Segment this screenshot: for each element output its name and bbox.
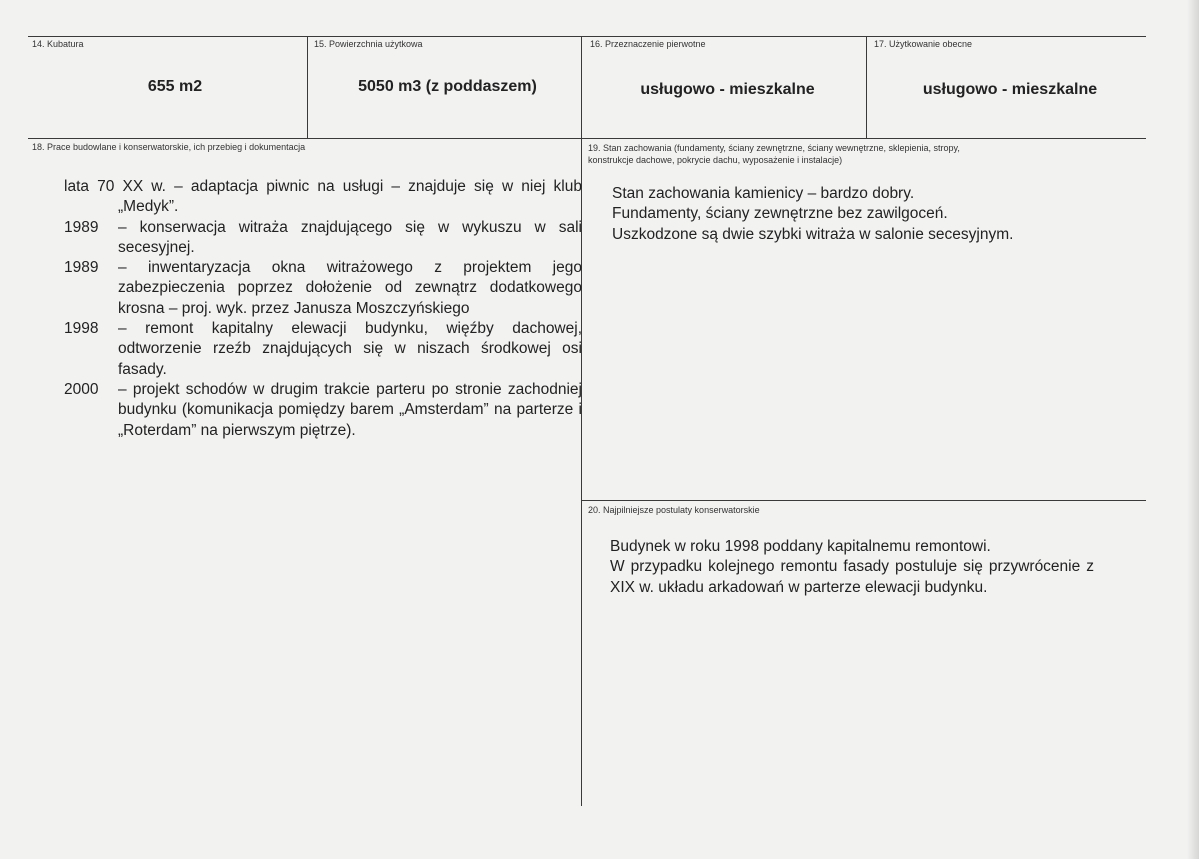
history-entry bbox=[64, 218, 582, 259]
top-border bbox=[28, 36, 1146, 37]
section20-label: 20. Najpilniejsze postulaty konserwatorskie bbox=[588, 505, 760, 515]
section17-value: usługowo - mieszkalne bbox=[922, 81, 1098, 98]
section18-label: 18. Prace budowlane i konserwatorskie, ich przebieg i dokumentacja bbox=[32, 142, 306, 152]
history-entry bbox=[64, 380, 582, 441]
section20-divider bbox=[581, 500, 1146, 501]
section19-label-line1: 19. Stan zachowania (fundamenty, ściany zewnętrzne, ściany wewnętrzne, sklepienia, stropy, bbox=[588, 143, 960, 153]
section19-body bbox=[612, 184, 1112, 245]
section20-line1: Budynek w roku 1998 poddany kapitalnemu remontowi. bbox=[610, 538, 991, 555]
scan-edge-shadow bbox=[1187, 0, 1199, 859]
section17-label: 17. Użytkowanie obecne bbox=[874, 39, 973, 49]
history-entry bbox=[64, 258, 582, 319]
divider-14-15 bbox=[307, 36, 308, 138]
history-entry bbox=[64, 177, 582, 218]
section19-line: Fundamenty, ściany zewnętrzne bez zawilgoceń. bbox=[612, 205, 948, 223]
section20-paragraph-text: W przypadku kolejnego remontu fasady postuluje się przywrócenie z XIX w. układu arkadowań w parterze elewacji budynku. bbox=[610, 558, 1094, 596]
history-entry bbox=[64, 319, 582, 380]
section19-label-line2: konstrukcje dachowe, pokrycie dachu, wyposażenie i instalacje) bbox=[588, 155, 843, 165]
section20-paragraph bbox=[610, 557, 1094, 598]
section16-label: 16. Przeznaczenie pierwotne bbox=[590, 39, 706, 49]
section16-value: usługowo - mieszkalne bbox=[640, 81, 815, 98]
history-entry-text: – remont kapitalny elewacji budynku, więźby dachowej, odtworzenie rzeźb znajdujących się w niszach środkowej osi fasady. bbox=[118, 320, 582, 378]
section15-label: 15. Powierzchnia użytkowa bbox=[314, 39, 423, 49]
history-entry-text: – inwentaryzacja okna witrażowego z projektem jego zabezpieczenia poprzez dołożenie od zewnątrz dodatkowego krosna – proj. wyk. przez Janusza Moszczyńskiego bbox=[118, 259, 582, 317]
history-entry-year: 1989 bbox=[64, 218, 99, 236]
history-entry-text: – konserwacja witraża znajdującego się w wykuszu w sali secesyjnej. bbox=[118, 218, 582, 256]
history-entry-text: lata 70 XX w. – adaptacja piwnic na usługi – znajduje się w niej klub „Medyk”. bbox=[64, 178, 582, 216]
section18-history-list bbox=[64, 177, 582, 441]
section14-value: 655 m2 bbox=[147, 78, 203, 95]
section14-label: 14. Kubatura bbox=[32, 39, 84, 49]
row-divider bbox=[28, 138, 1146, 139]
history-entry-year: 1998 bbox=[64, 320, 99, 338]
section19-line: Stan zachowania kamienicy – bardzo dobry. bbox=[612, 185, 915, 202]
divider-16-17 bbox=[866, 36, 867, 138]
history-entry-text: – projekt schodów w drugim trakcie parteru po stronie zachodniej budynku (komunikacja pomiędzy barem „Amsterdam” na parterze i „Roterdam” na pierwszym piętrze). bbox=[118, 380, 582, 439]
section15-value: 5050 m3 (z poddaszem) bbox=[358, 78, 537, 95]
history-entry-year: 2000 bbox=[64, 380, 99, 398]
section19-line: Uszkodzone są dwie szybki witraża w salonie secesyjnym. bbox=[612, 225, 1014, 243]
section20-body bbox=[610, 537, 1094, 598]
history-entry-year: 1989 bbox=[64, 259, 99, 277]
